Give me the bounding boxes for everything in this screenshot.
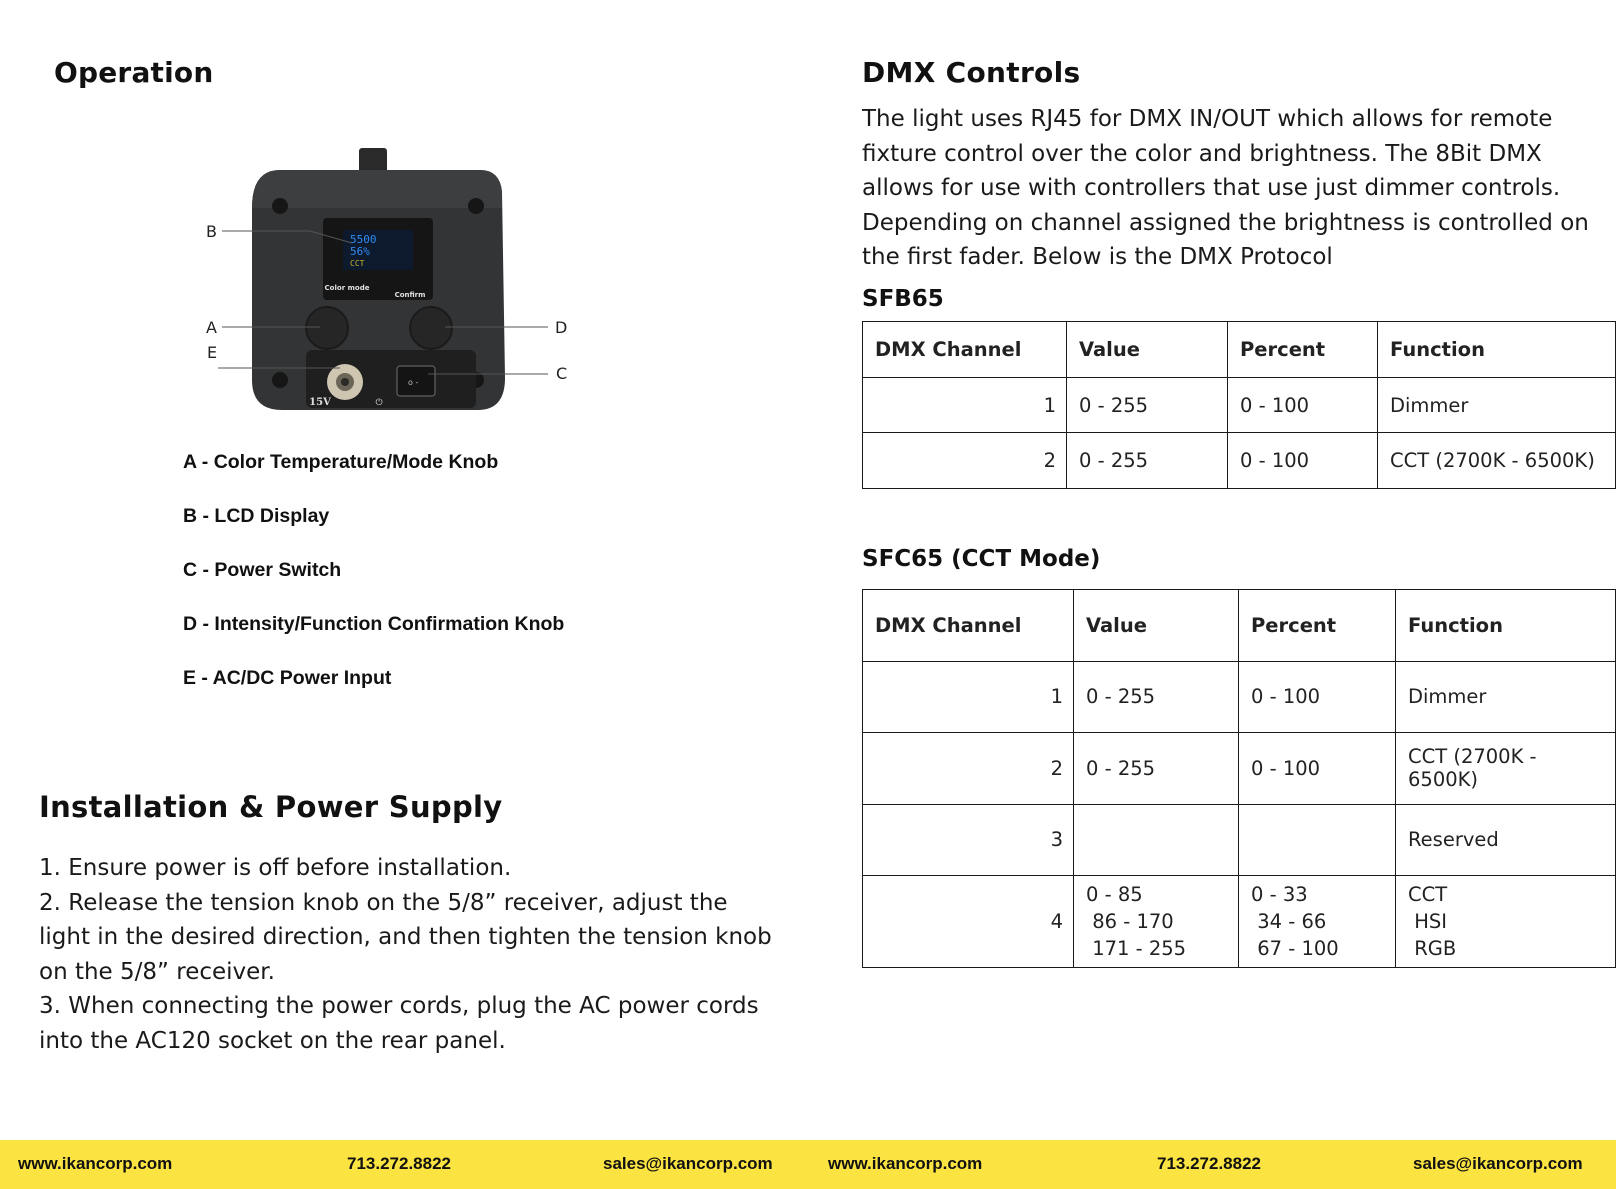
- function-cell: [1396, 876, 1616, 968]
- power-icon: ⏻: [375, 398, 383, 408]
- column-header: Function: [1396, 590, 1616, 662]
- percent-cell: 0 - 100: [1239, 733, 1396, 805]
- table-row: [863, 876, 1616, 968]
- lcd-mode: CCT: [350, 259, 365, 268]
- list-item: D - Intensity/Function Confirmation Knob: [183, 613, 565, 635]
- value-cell: 0 - 255: [1074, 661, 1239, 733]
- function-cell: Dimmer: [1378, 377, 1616, 433]
- channel-cell: 1: [863, 377, 1067, 433]
- sfc65-heading: SFC65 (CCT Mode): [862, 546, 1101, 572]
- intensity-knob: [410, 307, 452, 349]
- list-item: E - AC/DC Power Input: [183, 667, 392, 689]
- function-cell: Reserved: [1396, 804, 1616, 876]
- value-cell: 0 - 255: [1067, 433, 1228, 489]
- color-mode-label: Color mode: [324, 284, 370, 292]
- callout-d: D: [555, 318, 568, 337]
- value-cell: 0 - 255: [1067, 377, 1228, 433]
- value-line: 171 - 255: [1086, 937, 1187, 960]
- list-item: C - Power Switch: [183, 559, 342, 581]
- channel-cell: 2: [863, 733, 1074, 805]
- list-item: B - LCD Display: [183, 505, 330, 527]
- channel-cell: 1: [863, 661, 1074, 733]
- installation-steps: [39, 851, 779, 1059]
- percent-cell: [1239, 804, 1396, 876]
- lcd-line1: 5500: [350, 233, 377, 246]
- sfb65-table: [862, 321, 1616, 489]
- screw: [468, 198, 484, 214]
- table-row: [863, 377, 1616, 433]
- percent-line: 34 - 66: [1251, 910, 1327, 933]
- column-header: Value: [1074, 590, 1239, 662]
- email-link[interactable]: sales@ikancorp.com: [1413, 1154, 1583, 1173]
- table-row: [863, 804, 1616, 876]
- column-header: DMX Channel: [863, 590, 1074, 662]
- voltage-label: 15V: [309, 397, 331, 408]
- website-link[interactable]: www.ikancorp.com: [18, 1154, 173, 1173]
- value-cell: 0 - 255: [1074, 733, 1239, 805]
- column-header: Percent: [1228, 322, 1378, 378]
- table-header-row: [863, 590, 1616, 662]
- callout-e: E: [207, 343, 218, 362]
- email-link[interactable]: sales@ikancorp.com: [603, 1154, 773, 1173]
- parts-list: [183, 450, 564, 720]
- percent-cell: 0 - 100: [1228, 377, 1378, 433]
- function-cell: CCT (2700K - 6500K): [1378, 433, 1616, 489]
- installation-heading: Installation & Power Supply: [39, 790, 503, 824]
- dmx-intro-paragraph: The light uses RJ45 for DMX IN/OUT which allows for remote fixture control over the color and brightness. The 8Bit DMX allows for use with controllers that use just dimmer controls. Depending on channel assigned the brightness is controlled on the first fader. Below is the DMX Protocol: [862, 106, 1589, 271]
- channel-cell: 4: [863, 876, 1074, 968]
- percent-line: 67 - 100: [1251, 937, 1339, 960]
- callout-a: A: [206, 318, 217, 337]
- color-mode-knob: [306, 307, 348, 349]
- callout-b: B: [206, 222, 217, 241]
- value-cell: [1074, 876, 1239, 968]
- sfc65-table: [862, 589, 1616, 968]
- channel-cell: 3: [863, 804, 1074, 876]
- column-header: DMX Channel: [863, 322, 1067, 378]
- phone-number[interactable]: 713.272.8822: [1157, 1154, 1261, 1173]
- value-line: 0 - 85: [1086, 883, 1143, 906]
- installation-step: 2. Release the tension knob on the 5/8” receiver, adjust the light in the desired direction, and then tighten the tension knob on the 5/8” receiver.: [39, 889, 772, 985]
- callout-c: C: [556, 364, 568, 383]
- percent-line: 0 - 33: [1251, 883, 1308, 906]
- installation-step: 1. Ensure power is off before installation.: [39, 855, 512, 881]
- function-line: RGB: [1408, 937, 1457, 960]
- website-link[interactable]: www.ikancorp.com: [828, 1154, 983, 1173]
- installation-step: 3. When connecting the power cords, plug the AC power cords into the AC120 socket on the rear panel.: [39, 993, 759, 1054]
- value-cell: [1074, 804, 1239, 876]
- column-header: Function: [1378, 322, 1616, 378]
- contact-footer: [0, 1140, 1616, 1189]
- channel-cell: 2: [863, 433, 1067, 489]
- lcd-line2: 56%: [350, 245, 370, 258]
- operation-heading: Operation: [54, 56, 214, 89]
- svg-text:o -: o -: [408, 378, 419, 387]
- confirm-label: Confirm: [394, 291, 426, 299]
- table-header-row: [863, 322, 1616, 378]
- function-line: CCT: [1408, 883, 1448, 906]
- column-header: Percent: [1239, 590, 1396, 662]
- column-header: Value: [1067, 322, 1228, 378]
- function-cell: CCT (2700K - 6500K): [1396, 733, 1616, 805]
- left-column: [0, 0, 800, 1140]
- value-line: 86 - 170: [1086, 910, 1174, 933]
- percent-cell: 0 - 100: [1239, 661, 1396, 733]
- table-row: [863, 661, 1616, 733]
- screw: [272, 198, 288, 214]
- sfb65-heading: SFB65: [862, 286, 944, 312]
- table-row: [863, 733, 1616, 805]
- function-line: HSI: [1408, 910, 1447, 933]
- device-diagram: [200, 148, 600, 428]
- dmx-heading: DMX Controls: [862, 56, 1081, 89]
- function-cell: Dimmer: [1396, 661, 1616, 733]
- percent-cell: 0 - 100: [1228, 433, 1378, 489]
- device-illustration: [200, 148, 600, 428]
- screw: [272, 372, 288, 388]
- phone-number[interactable]: 713.272.8822: [347, 1154, 451, 1173]
- right-column: [862, 0, 1616, 1140]
- table-row: [863, 433, 1616, 489]
- percent-cell: [1239, 876, 1396, 968]
- list-item: A - Color Temperature/Mode Knob: [183, 451, 499, 473]
